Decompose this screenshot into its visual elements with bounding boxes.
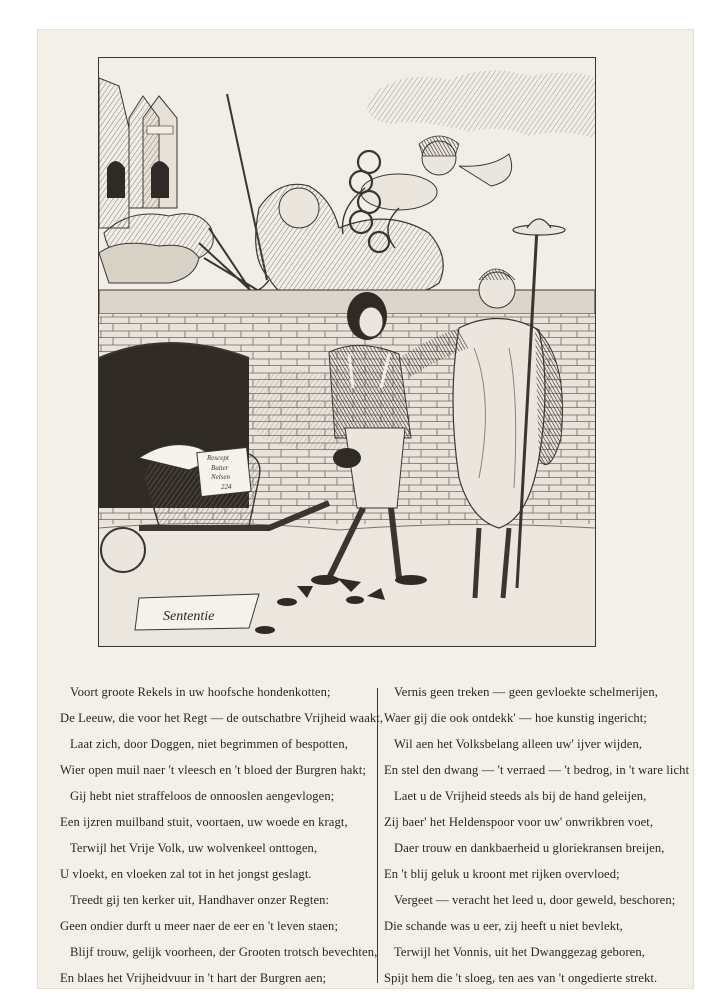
poem-right-line-text: Spijt hem die 't sloeg, ten aes van 't ongedierte strekt.	[384, 971, 658, 985]
poem-right-line	[384, 762, 689, 778]
poem-left-line-text: En blaes het Vrijheidvuur in 't hart der Burgren aen;	[60, 971, 327, 985]
poem-left-line-text: Blijf trouw, gelijk voorheen, der Grooten trotsch bevechten,	[70, 945, 378, 959]
poem-right-line	[394, 944, 645, 960]
poem-left-line	[70, 684, 331, 700]
poem-left-line	[60, 866, 312, 882]
poem-left-line-text: Laat zich, door Doggen, niet begrimmen of bespotten,	[70, 737, 348, 751]
poem-right-line	[384, 814, 653, 830]
poem-left-line-text: De Leeuw, die voor het Regt — de outschatbre Vrijheid waakt,	[60, 711, 384, 725]
poem-left-line	[70, 892, 329, 908]
poem-left-line-text: Voort groote Rekels in uw hoofsche hondenkotten;	[70, 685, 331, 699]
poem-left-line	[60, 970, 326, 986]
poem-right-line	[384, 866, 620, 882]
poem-right-line	[394, 684, 658, 700]
poem-left-line	[60, 762, 366, 778]
poem-right-line-text: Laet u de Vrijheid steeds als bij de hand geleijen,	[394, 789, 647, 803]
poem-right-line-text: Zij baer' het Heldenspoor voor uw' onwrikbren voet,	[384, 815, 654, 829]
poem-right-line-text: En 't blij geluk u kroont met rijken overvloed;	[384, 867, 620, 881]
poem-right-line	[384, 970, 657, 986]
basket-label-4: 224	[221, 483, 232, 491]
poem-right-line-text: En stel den dwang — 't verraed — 't bedrog, in 't ware licht	[384, 763, 690, 777]
poem-right-line-text: Terwijl het Vonnis, uit het Dwanggezag geboren,	[394, 945, 645, 959]
poem-left-line	[70, 944, 377, 960]
poem-right-line	[394, 788, 646, 804]
sententie-label: Sententie	[163, 609, 215, 624]
poem-right-line-text: Vernis geen treken — geen gevloekte schelmerijen,	[394, 685, 659, 699]
poem-left-line-text: Treedt gij ten kerker uit, Handhaver onzer Regten:	[70, 893, 330, 907]
engraving-illustration	[99, 58, 595, 646]
poem-left-line-text: Geen ondier durft u meer naer de eer en 't leven staen;	[60, 919, 339, 933]
poem-left-line-text: Terwijl het Vrije Volk, uw wolvenkeel onttogen,	[70, 841, 318, 855]
engraving-plate	[98, 57, 596, 647]
poem-left-line-text: Gij hebt niet straffeloos de onnooslen aengevlogen;	[70, 789, 335, 803]
basket-label-2: Butter	[211, 464, 229, 472]
poem-right-line	[394, 736, 642, 752]
poem-right-line-text: Waer gij die ook ontdekk' — hoe kunstig ingericht;	[384, 711, 647, 725]
poem-left-line	[70, 788, 334, 804]
poem-left-line	[70, 736, 348, 752]
poem-right-line-text: Die schande was u eer, zij heeft u niet bevlekt,	[384, 919, 623, 933]
basket-label-3: Nelsen	[211, 473, 231, 481]
poem-left-line	[60, 814, 348, 830]
poem-right-column	[384, 684, 690, 985]
poem-right-line-text: Vergeet — veracht het leed u, door geweld, beschoren;	[394, 893, 676, 907]
poem-left-line-text: U vloekt, en vloeken zal tot in het jongst geslagt.	[60, 867, 312, 881]
poem-left-line-text: Een ijzren muilband stuit, voortaen, uw woede en kragt,	[60, 815, 348, 829]
poem-right-line	[394, 892, 675, 908]
poem-left-column	[60, 684, 382, 984]
poem-right-line	[394, 840, 665, 856]
poem-left-line	[60, 918, 338, 934]
basket-label-1: Rescept	[207, 454, 229, 462]
poem-left-line-text: Wier open muil naer 't vleesch en 't bloed der Burgren hakt;	[60, 763, 367, 777]
poem-right-line-text: Wil aen het Volksbelang alleen uw' ijver wijden,	[394, 737, 643, 751]
poem-right-line	[384, 918, 623, 934]
poem-left-line	[70, 840, 317, 856]
poem-right-line-text: Daer trouw en dankbaerheid u gloriekransen breijen,	[394, 841, 665, 855]
poem-left-line	[60, 710, 383, 726]
poem-right-line	[384, 710, 647, 726]
